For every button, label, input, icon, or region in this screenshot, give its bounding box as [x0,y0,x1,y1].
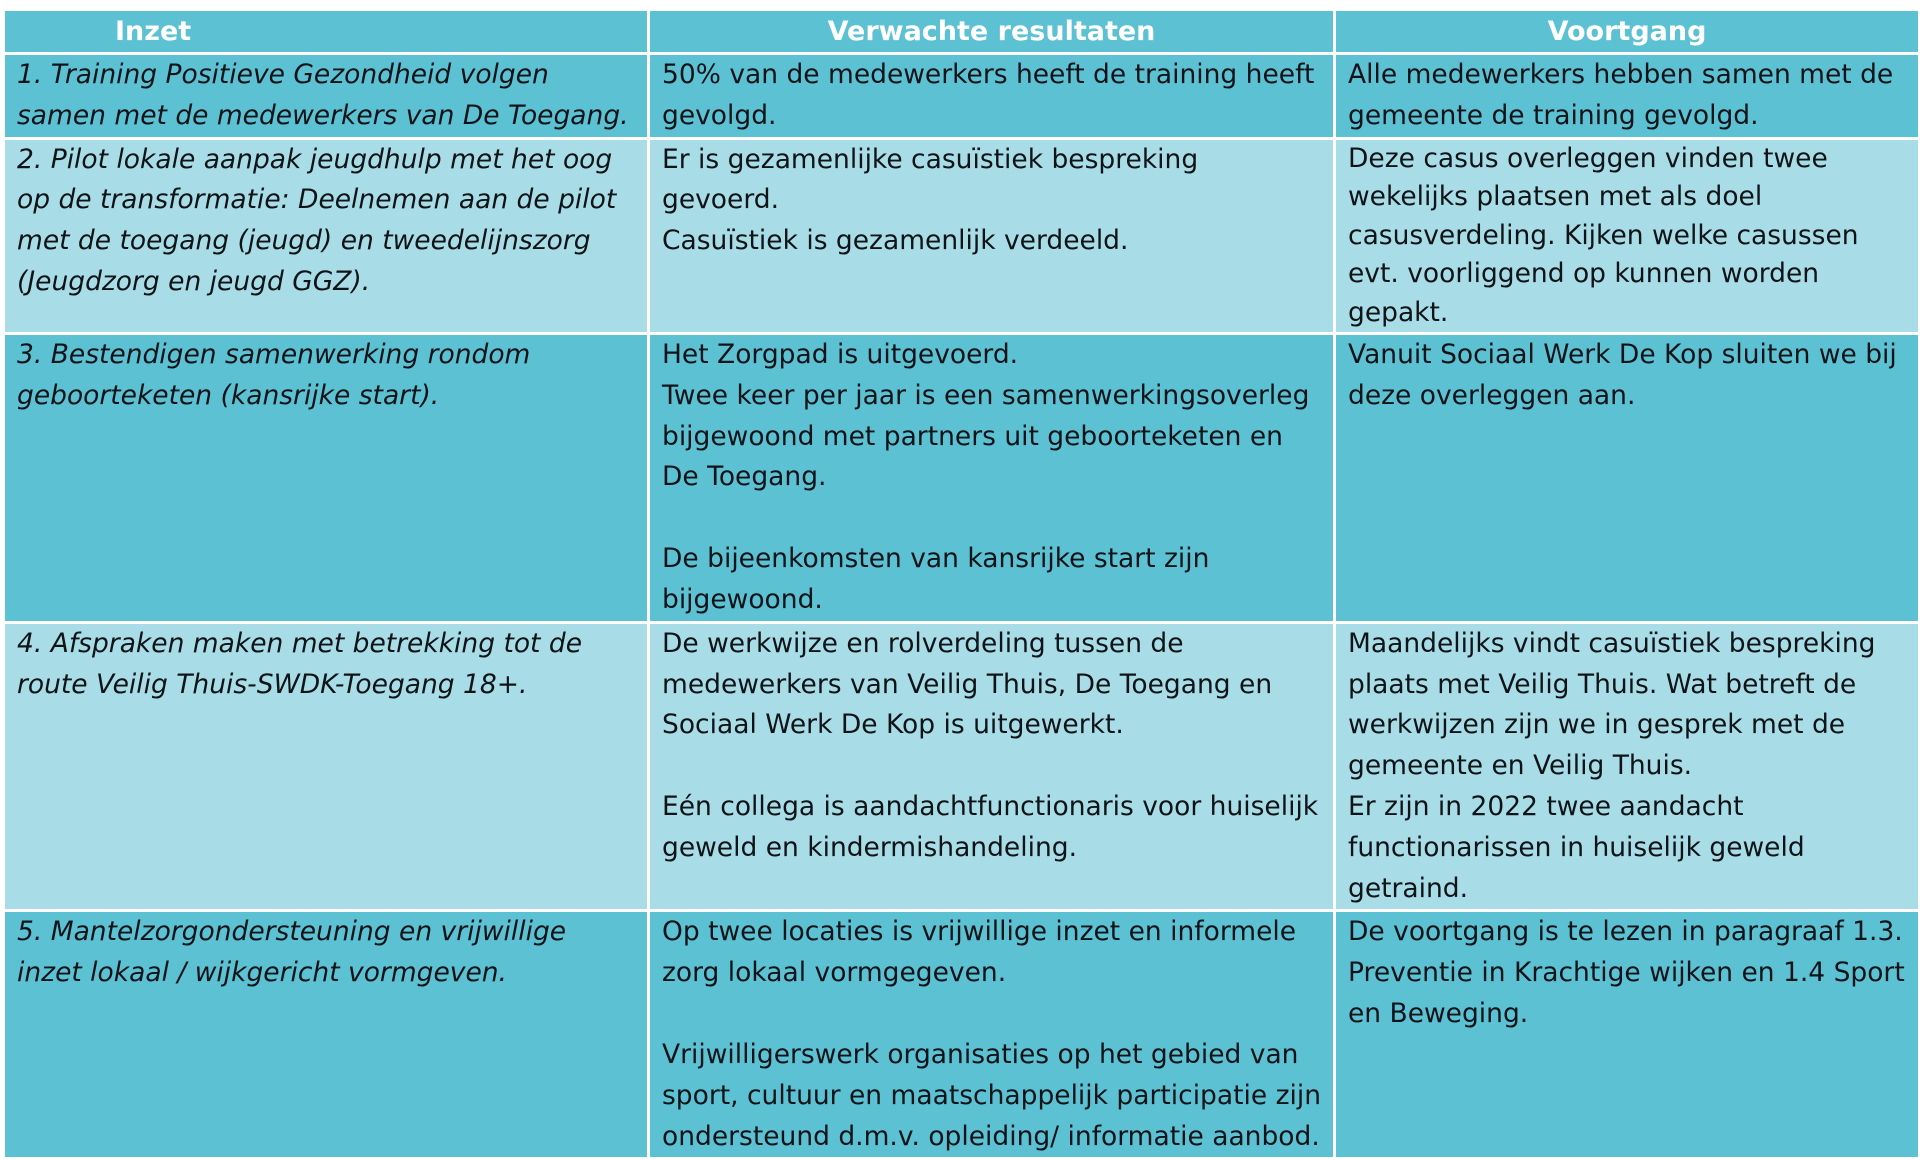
cell-inzet: 4. Afspraken maken met betrekking tot de route Veilig Thuis-SWDK-Toegang 18+. [4,622,649,911]
cell-text: Er zijn in 2022 twee aandacht functionarissen in huiselijk geweld getraind. [1348,791,1805,904]
cell-text: Op twee locaties is vrijwillige inzet en informele zorg lokaal vormgegeven. [662,916,1297,989]
table-header-row [4,10,1920,54]
cell-resultaten [649,138,1335,334]
cell-voortgang [1335,334,1920,623]
header-voortgang: Voortgang [1335,10,1920,54]
cell-text: De bijeenkomsten van kansrijke start zijn bijgewoond. [662,543,1210,616]
cell-text: De voortgang is te lezen in paragraaf 1.3. Preventie in Krachtige wijken en 1.4 Sport en Beweging. [1348,916,1905,1030]
cell-resultaten [649,54,1335,139]
cell-inzet: 3. Bestendigen samenwerking rondom geboorteketen (kansrijke start). [4,334,649,623]
cell-resultaten [649,622,1335,911]
table-row [4,54,1920,139]
cell-inzet: 2. Pilot lokale aanpak jeugdhulp met het oog op de transformatie: Deelnemen aan de pilot met de toegang (jeugd) en tweedelijnszorg (Jeugdzorg en jeugd GGZ). [4,138,649,334]
cell-voortgang [1335,54,1920,139]
cell-inzet: 5. Mantelzorgondersteuning en vrijwillige inzet lokaal / wijkgericht vormgeven. [4,911,649,1159]
cell-voortgang [1335,138,1920,334]
cell-voortgang [1335,622,1920,911]
cell-text: Twee keer per jaar is een samenwerkingsoverleg bijgewoond met partners uit geboorteketen en De Toegang. [662,379,1310,493]
table-row [4,334,1920,623]
header-verwachte-resultaten: Verwachte resultaten [649,10,1335,54]
header-inzet: Inzet [4,10,649,54]
table-row [4,622,1920,911]
cell-text: Vanuit Sociaal Werk De Kop sluiten we bij deze overleggen aan. [1348,339,1897,411]
cell-text: Er is gezamenlijke casuïstiek bespreking gevoerd. [662,143,1199,216]
cell-inzet: 1. Training Positieve Gezondheid volgen samen met de medewerkers van De Toegang. [4,54,649,139]
cell-text: Eén collega is aandachtfunctionaris voor huiselijk geweld en kindermishandeling. [662,791,1319,864]
cell-text: De werkwijze en rolverdeling tussen de medewerkers van Veilig Thuis, De Toegang en Sociaal Werk De Kop is uitgewerkt. [662,627,1273,741]
table-row [4,138,1920,334]
cell-text: 50% van de medewerkers heeft de training heeft gevolgd. [662,59,1315,131]
cell-resultaten [649,911,1335,1159]
cell-text: Casuïstiek is gezamenlijk verdeeld. [662,225,1129,257]
cell-text: Het Zorgpad is uitgevoerd. [662,339,1019,371]
paragraph-spacer [662,746,1323,787]
cell-text: Vrijwilligerswerk organisaties op het gebied van sport, cultuur en maatschappelijk participatie zijn ondersteund d.m.v. opleiding/ informatie aanbod. [662,1039,1322,1152]
cell-text: Deze casus overleggen vinden twee wekelijks plaatsen met als doel casusverdeling. Kijken welke casussen evt. voorliggend op kunnen worden gepakt. [1348,142,1859,328]
progress-table [2,8,1920,1160]
cell-resultaten [649,334,1335,623]
paragraph-spacer [662,994,1323,1035]
cell-voortgang [1335,911,1920,1159]
cell-text: Alle medewerkers hebben samen met de gemeente de training gevolgd. [1348,59,1894,131]
cell-text: Maandelijks vindt casuïstiek bespreking plaats met Veilig Thuis. Wat betreft de werkwijzen zijn we in gesprek met de gemeente en Veilig Thuis. [1348,627,1876,782]
paragraph-spacer [662,498,1323,539]
table-row [4,911,1920,1159]
